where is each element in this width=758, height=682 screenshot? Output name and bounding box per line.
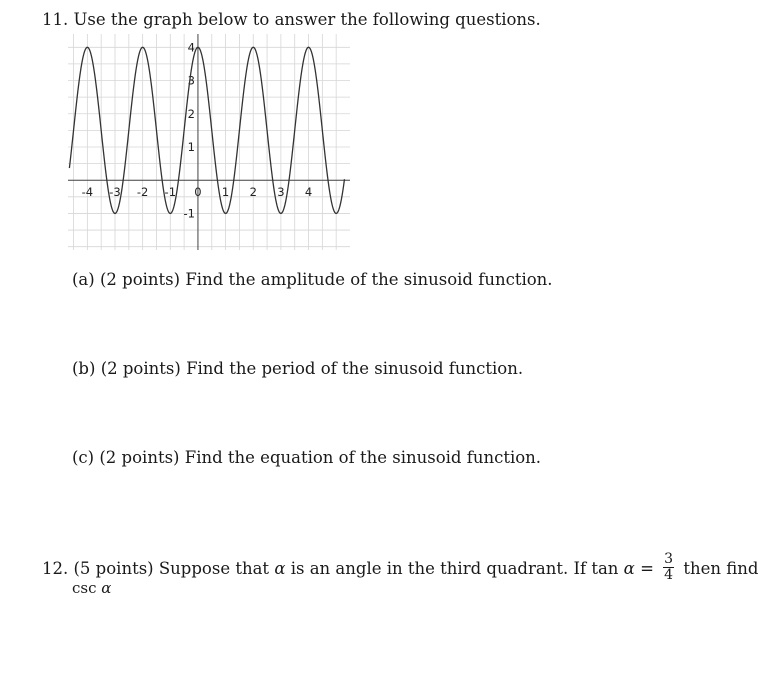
x-tick-label: 3: [277, 185, 285, 200]
part-b-label: (b): [72, 359, 96, 378]
y-tick-label: 4: [187, 40, 195, 55]
y-tick-label: 1: [187, 139, 195, 154]
alpha-symbol: α: [101, 579, 112, 597]
sinusoid-graph: [68, 34, 350, 250]
question-12-text-3: then find: [683, 559, 758, 578]
question-11-prompt: Use the graph below to answer the following questions.: [73, 10, 541, 29]
equals-sign: =: [640, 559, 654, 578]
x-tick-label: 1: [221, 185, 230, 200]
part-a: [72, 270, 553, 290]
x-tick-label: -4: [81, 185, 94, 200]
x-tick-label: -1: [164, 185, 177, 200]
axes: [68, 34, 350, 250]
y-tick-label: 3: [187, 73, 195, 88]
question-12-text-1: Suppose that: [158, 559, 270, 578]
x-tick-label: -2: [136, 185, 149, 200]
csc-function: csc: [72, 579, 97, 597]
alpha-symbol: α: [623, 559, 635, 578]
part-b-text: Find the period of the sinusoid function.: [186, 359, 524, 378]
question-11-number: 11.: [42, 10, 69, 29]
question-12-text-2: is an angle in the third quadrant. If tan: [290, 559, 619, 578]
y-tick-label: -1: [183, 206, 195, 221]
part-c-text: Find the equation of the sinusoid function.: [184, 448, 542, 467]
part-a-label: (a): [72, 270, 95, 289]
part-b-points: (2 points): [100, 359, 181, 378]
part-c-label: (c): [72, 448, 95, 467]
question-12-continuation: [72, 578, 111, 598]
x-tick-label: 0: [194, 185, 202, 200]
part-c-points: (2 points): [99, 448, 180, 467]
question-12-number: 12.: [42, 559, 69, 578]
question-11: [42, 10, 541, 30]
x-tick-label: 4: [304, 185, 313, 200]
question-12-points: (5 points): [73, 559, 154, 578]
part-a-points: (2 points): [99, 270, 181, 289]
part-a-text: Find the amplitude of the sinusoid function.: [185, 270, 553, 289]
grid-lines: [68, 34, 350, 250]
tan-fraction: [663, 552, 674, 583]
fraction-numerator: 3: [664, 551, 674, 567]
y-tick-label: 2: [187, 106, 195, 121]
question-12: [42, 551, 758, 585]
fraction-denominator: 4: [664, 567, 674, 583]
part-b: [72, 359, 523, 379]
alpha-symbol: α: [274, 559, 286, 578]
x-tick-label: -3: [109, 185, 121, 200]
x-tick-label: 2: [249, 185, 257, 200]
part-c: [72, 448, 541, 468]
